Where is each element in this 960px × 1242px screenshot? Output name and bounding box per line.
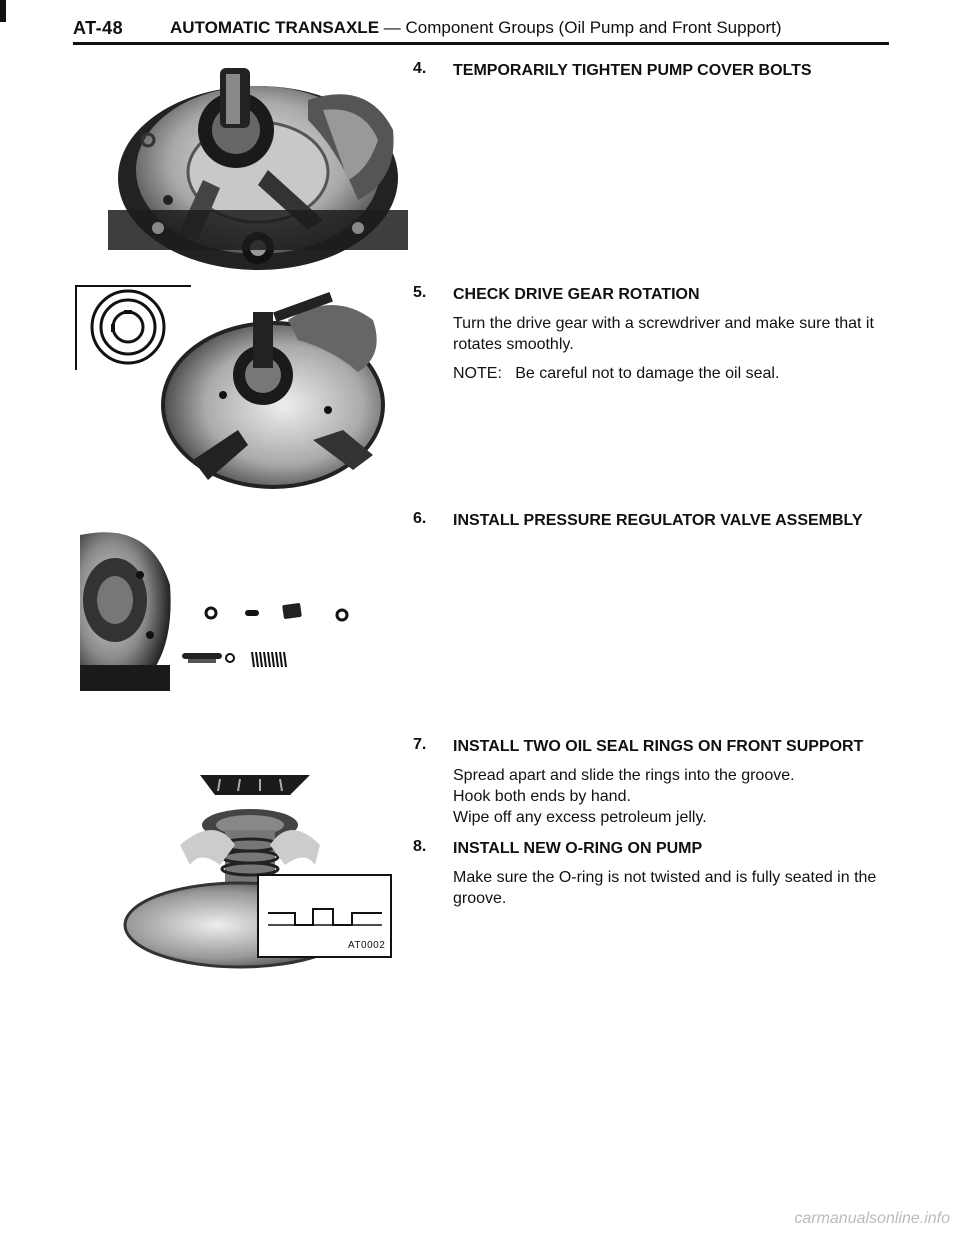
- step-7: [413, 736, 903, 828]
- step-heading: TEMPORARILY TIGHTEN PUMP COVER BOLTS: [453, 62, 812, 79]
- step-5: [413, 284, 903, 384]
- page-header: [73, 14, 889, 44]
- step-body-line: Turn the drive gear with a screwdriver and make sure that it rotates smoothly.: [453, 315, 874, 353]
- figure-pressure-regulator: [80, 525, 400, 695]
- step-body-line: Make sure the O-ring is not twisted and is fully seated in the groove.: [453, 869, 877, 907]
- step-number: 6.: [413, 510, 427, 527]
- step-heading: INSTALL PRESSURE REGULATOR VALVE ASSEMBLY: [453, 512, 863, 529]
- step-body-line: Hook both ends by hand.: [453, 788, 631, 805]
- section-title: [170, 18, 782, 38]
- step-heading: INSTALL TWO OIL SEAL RINGS ON FRONT SUPPORT: [453, 738, 864, 755]
- step-number: 5.: [413, 284, 427, 301]
- note-text: Be careful not to damage the oil seal.: [515, 365, 780, 382]
- header-rule: [73, 42, 889, 45]
- step-heading: CHECK DRIVE GEAR ROTATION: [453, 286, 700, 303]
- corner-crop-mark: [0, 0, 6, 22]
- section-title-bold: AUTOMATIC TRANSAXLE: [170, 18, 380, 37]
- note-label: NOTE:: [453, 365, 502, 382]
- step-body: [453, 313, 903, 355]
- step-8: [413, 838, 903, 909]
- step-6: [413, 510, 903, 532]
- step-heading: INSTALL NEW O-RING ON PUMP: [453, 840, 703, 857]
- step-body-line: Spread apart and slide the rings into the groove.: [453, 767, 795, 784]
- figure-pump-cover-bolts: [108, 60, 408, 275]
- page-number: AT-48: [73, 18, 124, 38]
- step-4: [413, 60, 903, 82]
- figure-code: AT0002: [348, 940, 386, 951]
- step-number: 4.: [413, 60, 427, 77]
- step-body-line: Wipe off any excess petroleum jelly.: [453, 809, 707, 826]
- step-number: 8.: [413, 838, 427, 855]
- step-body: [453, 867, 903, 909]
- watermark: carmanualsonline.info: [794, 1210, 950, 1227]
- step-number: 7.: [413, 736, 427, 753]
- step-note: [453, 363, 903, 384]
- section-title-rest: — Component Groups (Oil Pump and Front Support): [379, 18, 782, 37]
- figure-drive-gear-rotation: [73, 280, 393, 500]
- figure-oil-seal-rings: [120, 755, 410, 970]
- step-body: [453, 765, 903, 828]
